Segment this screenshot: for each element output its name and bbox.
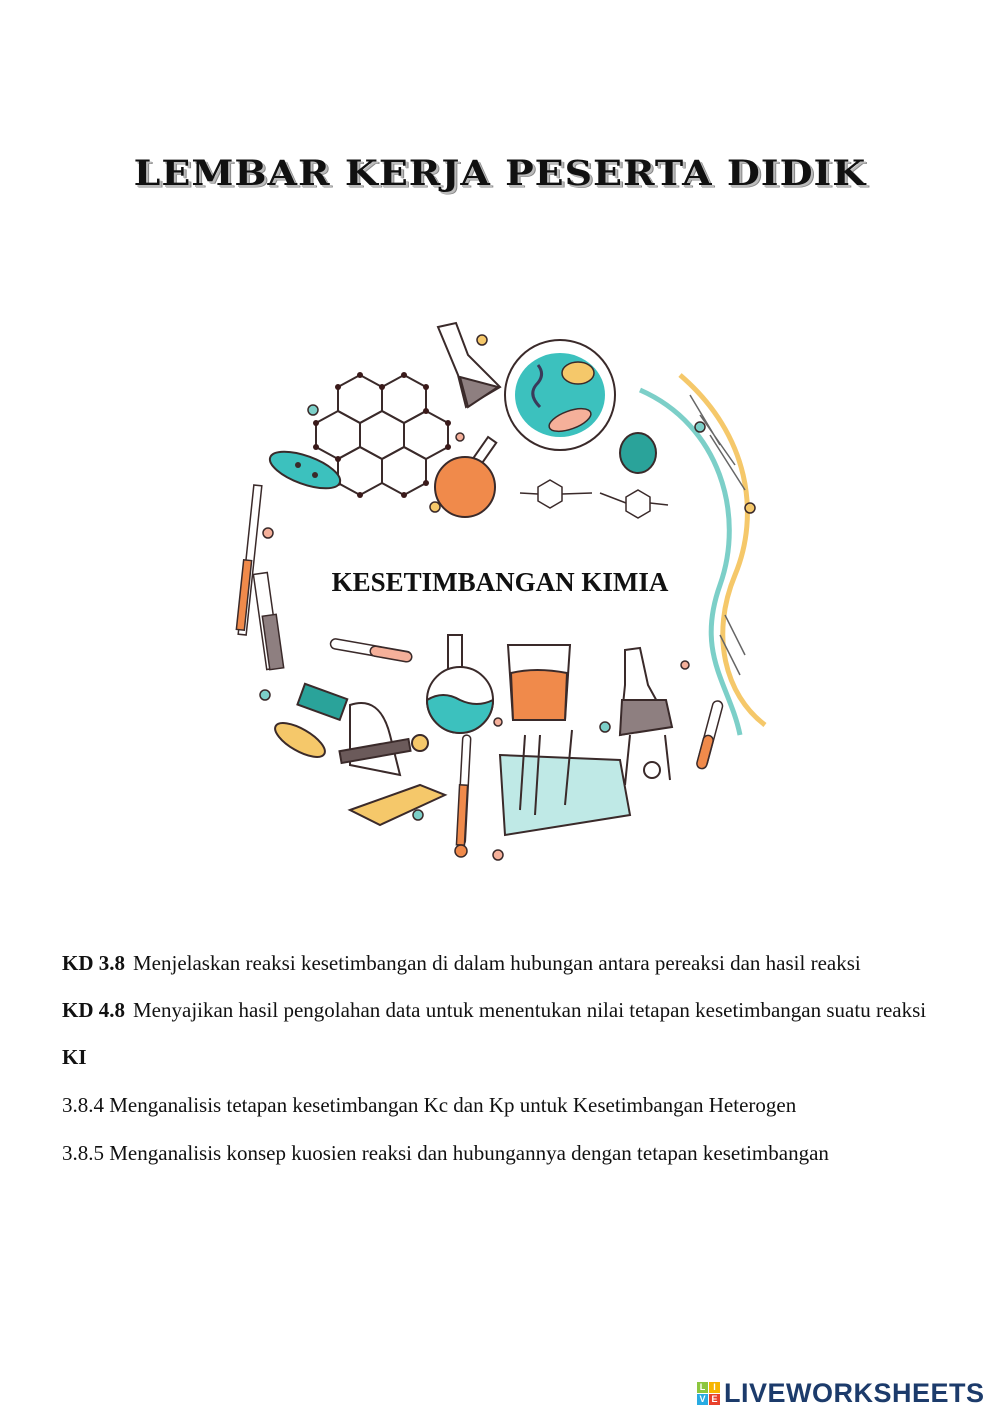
logo-letter-v: V <box>697 1394 708 1405</box>
logo-letter-i: I <box>709 1382 720 1393</box>
test-tube-orange-icon <box>696 700 724 770</box>
molecule-structure-icon <box>520 480 668 518</box>
indicator-item: 3.8.5 Menganalisis konsep kuosien reaksi dan hubungannya dengan tetapan kesetimbangan <box>62 1141 829 1165</box>
kd-text: Menyajikan hasil pengolahan data untuk menentukan nilai tetapan kesetimbangan suatu reaksi <box>133 998 927 1022</box>
page-title: LEMBAR KERJA PESERTA DIDIK <box>133 151 867 194</box>
microbe-circle-icon <box>505 340 615 450</box>
test-tube-icon <box>330 638 413 662</box>
kd-code: KD 4.8 <box>62 998 125 1022</box>
liveworksheets-logo[interactable] <box>697 1378 985 1409</box>
erlenmeyer-flask-icon <box>438 323 500 407</box>
ki-heading: KI <box>62 1045 87 1069</box>
petri-dish-icon <box>265 444 344 496</box>
kd-item <box>62 995 942 1026</box>
learning-objectives <box>62 948 942 1186</box>
live-logo-icon <box>697 1382 720 1405</box>
flask-on-stand-icon <box>620 648 672 785</box>
thermometer-icon <box>455 735 471 857</box>
kd-text: Menjelaskan reaksi kesetimbangan di dalam hubungan antara pereaksi dan hasil reaksi <box>133 951 861 975</box>
kd-code: KD 3.8 <box>62 951 125 975</box>
volumetric-flask-icon <box>427 635 493 733</box>
logo-letter-l: L <box>697 1382 708 1393</box>
indicator-item: 3.8.4 Menganalisis tetapan kesetimbangan Kc dan Kp untuk Kesetimbangan Heterogen <box>62 1093 797 1117</box>
kd-item <box>62 948 942 979</box>
logo-letter-e: E <box>709 1394 720 1405</box>
test-tube-rack-icon <box>500 730 630 835</box>
cover-title: KESETIMBANGAN KIMIA <box>331 567 669 597</box>
bacterium-icon <box>270 716 329 763</box>
logo-text: LIVEWORKSHEETS <box>724 1378 985 1408</box>
beaker-icon <box>508 645 570 720</box>
amoeba-icon <box>620 433 656 473</box>
